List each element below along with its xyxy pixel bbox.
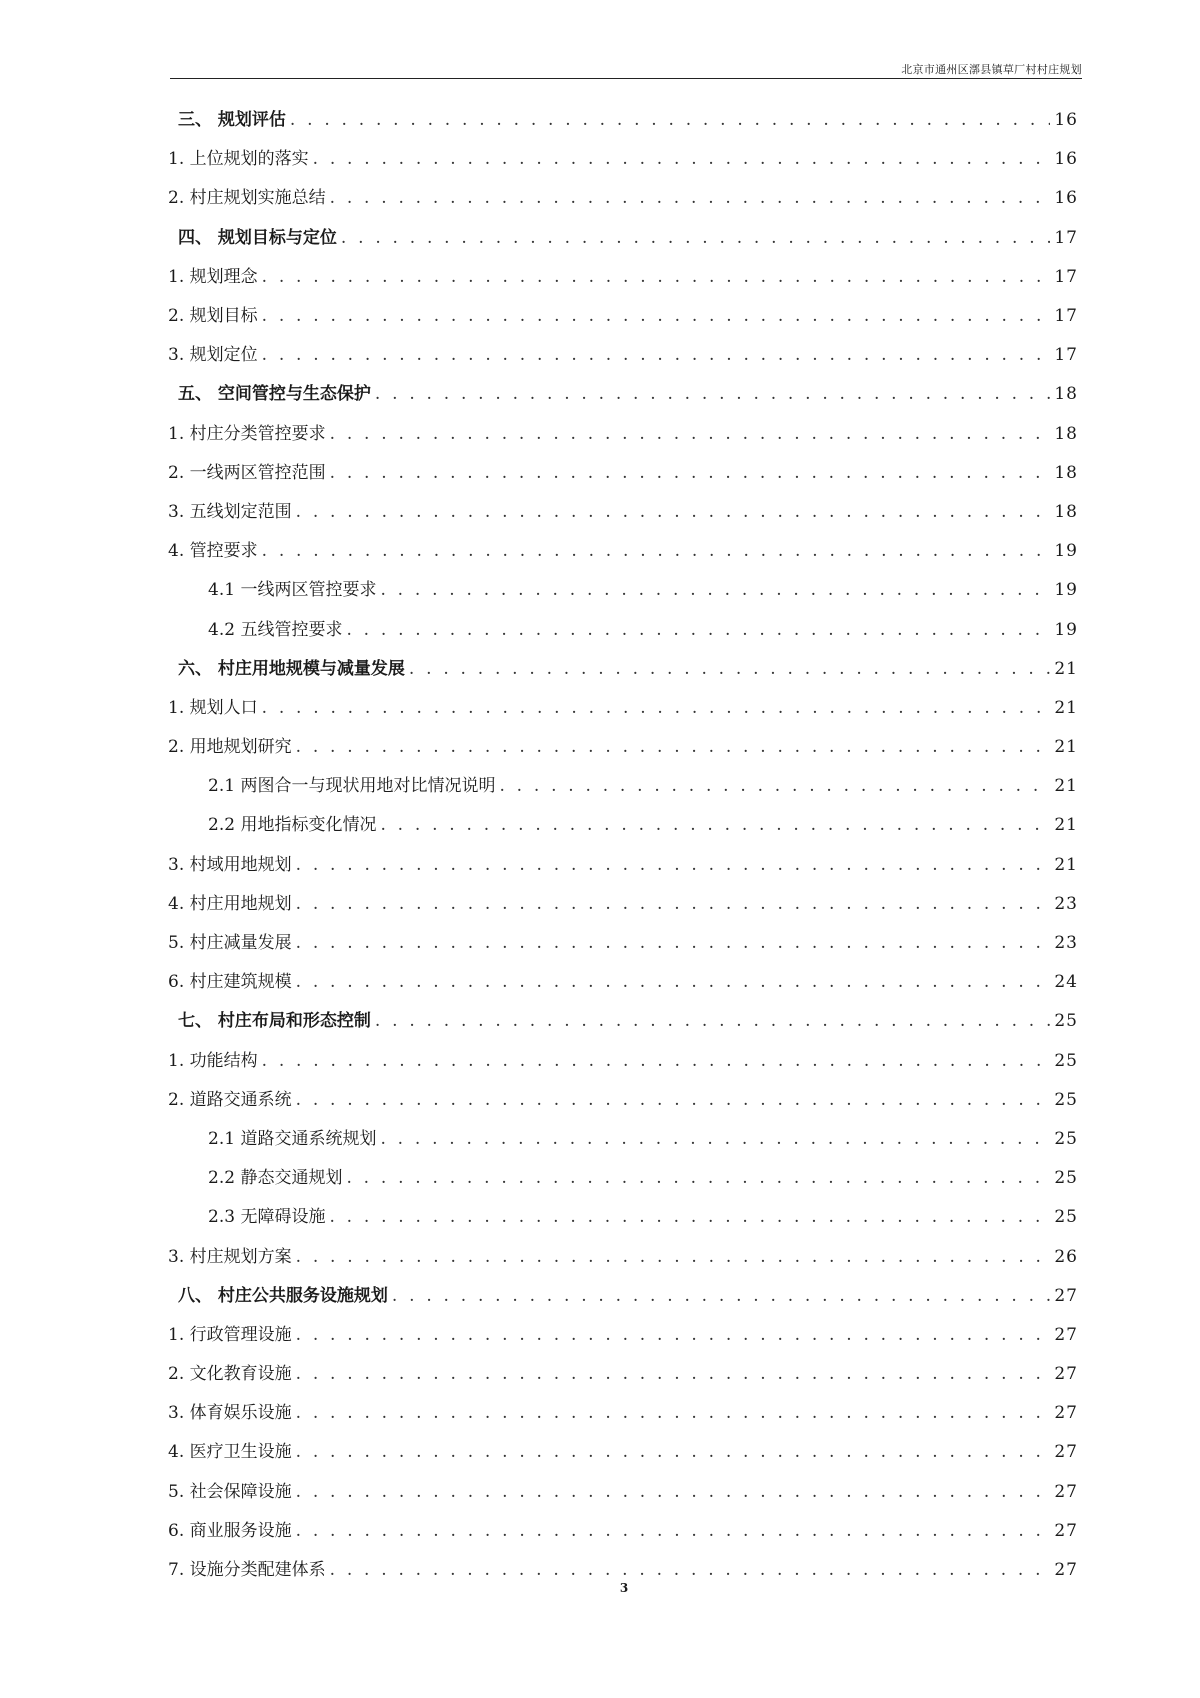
toc-entry[interactable]	[168, 1120, 1078, 1159]
toc-entry-page: 27	[1054, 1285, 1078, 1306]
toc-entry[interactable]	[168, 1002, 1078, 1041]
toc-entry[interactable]	[168, 375, 1078, 414]
toc-dot-leader	[262, 1053, 1051, 1070]
toc-entry[interactable]	[168, 885, 1078, 924]
toc-dot-leader	[296, 935, 1051, 952]
running-header-title: 北京市通州区漷县镇草厂村村庄规划	[901, 63, 1082, 76]
toc-entry[interactable]	[168, 297, 1078, 336]
toc-entry-title: 3. 村域用地规划	[168, 854, 292, 875]
toc-entry-page: 17	[1054, 227, 1078, 248]
toc-entry[interactable]	[168, 1042, 1078, 1081]
toc-entry-page: 27	[1054, 1520, 1078, 1541]
toc-dot-leader	[346, 1170, 1050, 1187]
toc-entry-title: 六、 村庄用地规模与减量发展	[178, 658, 405, 679]
toc-entry-page: 27	[1054, 1481, 1078, 1502]
toc-entry-title: 八、 村庄公共服务设施规划	[178, 1285, 388, 1306]
toc-entry-page: 19	[1054, 580, 1078, 601]
toc-dot-leader	[296, 857, 1051, 874]
toc-entry-title: 2. 规划目标	[168, 306, 258, 327]
toc-entry-page: 18	[1054, 423, 1078, 444]
toc-entry-page: 27	[1054, 1560, 1078, 1581]
toc-entry[interactable]	[168, 1316, 1078, 1355]
toc-entry-title: 4.1 一线两区管控要求	[208, 580, 377, 601]
toc-entry[interactable]	[168, 1159, 1078, 1198]
toc-entry-title: 3. 体育娱乐设施	[168, 1403, 292, 1424]
toc-entry-page: 27	[1054, 1442, 1078, 1463]
toc-entry[interactable]	[168, 689, 1078, 728]
toc-entry-title: 6. 商业服务设施	[168, 1520, 292, 1541]
toc-dot-leader	[380, 1131, 1050, 1148]
toc-entry-title: 1. 规划理念	[168, 266, 258, 287]
toc-dot-leader	[375, 386, 1050, 403]
toc-dot-leader	[330, 465, 1051, 482]
toc-entry-title: 7. 设施分类配建体系	[168, 1560, 326, 1581]
toc-dot-leader	[375, 1013, 1050, 1030]
toc-entry-page: 17	[1054, 266, 1078, 287]
toc-dot-leader	[330, 190, 1051, 207]
toc-entry-title: 四、 规划目标与定位	[178, 227, 337, 248]
toc-entry[interactable]	[168, 415, 1078, 454]
toc-dot-leader	[296, 1092, 1051, 1109]
toc-entry-page: 23	[1054, 893, 1078, 914]
toc-entry-title: 2. 一线两区管控范围	[168, 462, 326, 483]
toc-dot-leader	[380, 582, 1050, 599]
toc-entry[interactable]	[168, 101, 1078, 140]
toc-dot-leader	[296, 1523, 1051, 1540]
toc-entry-title: 1. 村庄分类管控要求	[168, 423, 326, 444]
toc-entry[interactable]	[168, 1512, 1078, 1551]
toc-entry-page: 25	[1054, 1011, 1078, 1032]
toc-entry-page: 21	[1054, 815, 1078, 836]
toc-entry-title: 2. 道路交通系统	[168, 1089, 292, 1110]
toc-entry-page: 24	[1054, 972, 1078, 993]
toc-entry[interactable]	[168, 219, 1078, 258]
toc-dot-leader	[329, 1209, 1050, 1226]
toc-entry-page: 27	[1054, 1364, 1078, 1385]
toc-entry[interactable]	[168, 806, 1078, 845]
toc-entry-title: 4.2 五线管控要求	[208, 619, 343, 640]
toc-dot-leader	[296, 1366, 1051, 1383]
toc-entry-title: 1. 功能结构	[168, 1050, 258, 1071]
toc-entry[interactable]	[168, 846, 1078, 885]
toc-entry[interactable]	[168, 336, 1078, 375]
toc-entry-page: 27	[1054, 1403, 1078, 1424]
header-divider	[170, 78, 1082, 79]
toc-entry[interactable]	[168, 179, 1078, 218]
toc-entry[interactable]	[168, 650, 1078, 689]
toc-entry-page: 17	[1054, 345, 1078, 366]
toc-entry-title: 2.1 道路交通系统规划	[208, 1128, 377, 1149]
toc-entry-title: 3. 村庄规划方案	[168, 1246, 292, 1267]
toc-entry-page: 23	[1054, 933, 1078, 954]
toc-entry-title: 五、 空间管控与生态保护	[178, 384, 371, 405]
toc-entry-title: 5. 社会保障设施	[168, 1481, 292, 1502]
toc-entry[interactable]	[168, 728, 1078, 767]
toc-dot-leader	[296, 1249, 1051, 1266]
toc-entry-title: 4. 村庄用地规划	[168, 893, 292, 914]
toc-dot-leader	[290, 112, 1050, 129]
toc-entry-page: 19	[1054, 541, 1078, 562]
toc-entry-title: 1. 规划人口	[168, 697, 258, 718]
toc-entry[interactable]	[168, 1473, 1078, 1512]
toc-entry-page: 17	[1054, 306, 1078, 327]
toc-entry[interactable]	[168, 963, 1078, 1002]
toc-entry-title: 6. 村庄建筑规模	[168, 972, 292, 993]
toc-entry[interactable]	[168, 1081, 1078, 1120]
toc-entry-page: 16	[1054, 110, 1078, 131]
toc-entry-page: 27	[1054, 1324, 1078, 1345]
toc-entry-title: 三、 规划评估	[178, 110, 286, 131]
toc-entry[interactable]	[168, 767, 1078, 806]
toc-entry[interactable]	[168, 610, 1078, 649]
toc-dot-leader	[296, 1444, 1051, 1461]
toc-entry[interactable]	[168, 1198, 1078, 1237]
toc-dot-leader	[341, 230, 1050, 247]
toc-dot-leader	[313, 151, 1051, 168]
toc-entry[interactable]	[168, 532, 1078, 571]
toc-entry[interactable]	[168, 1277, 1078, 1316]
toc-entry-page: 26	[1054, 1246, 1078, 1267]
toc-entry[interactable]	[168, 1237, 1078, 1276]
toc-dot-leader	[330, 1562, 1051, 1579]
toc-entry-title: 1. 上位规划的落实	[168, 149, 309, 170]
toc-entry-title: 4. 医疗卫生设施	[168, 1442, 292, 1463]
toc-entry-title: 2. 文化教育设施	[168, 1364, 292, 1385]
toc-entry-page: 18	[1054, 462, 1078, 483]
toc-dot-leader	[262, 700, 1051, 717]
toc-dot-leader	[296, 739, 1051, 756]
toc-entry-page: 25	[1054, 1207, 1078, 1228]
toc-dot-leader	[296, 974, 1051, 991]
toc-dot-leader	[330, 426, 1051, 443]
toc-entry[interactable]	[168, 493, 1078, 532]
toc-entry-page: 21	[1054, 776, 1078, 797]
toc-entry-title: 3. 五线划定范围	[168, 501, 292, 522]
table-of-contents	[168, 101, 1078, 1590]
toc-dot-leader	[262, 308, 1051, 325]
toc-entry[interactable]	[168, 258, 1078, 297]
toc-entry-page: 21	[1054, 854, 1078, 875]
toc-entry-title: 5. 村庄减量发展	[168, 933, 292, 954]
toc-entry[interactable]	[168, 1394, 1078, 1433]
toc-entry-page: 16	[1054, 188, 1078, 209]
toc-entry-page: 18	[1054, 501, 1078, 522]
toc-dot-leader	[296, 504, 1051, 521]
toc-entry[interactable]	[168, 924, 1078, 963]
toc-entry-title: 2. 村庄规划实施总结	[168, 188, 326, 209]
toc-dot-leader	[262, 543, 1051, 560]
toc-entry-title: 2.1 两图合一与现状用地对比情况说明	[208, 776, 496, 797]
toc-entry-page: 25	[1054, 1128, 1078, 1149]
toc-entry[interactable]	[168, 1355, 1078, 1394]
toc-entry-page: 19	[1054, 619, 1078, 640]
toc-dot-leader	[296, 1484, 1051, 1501]
toc-dot-leader	[296, 1405, 1051, 1422]
toc-dot-leader	[346, 622, 1050, 639]
toc-entry-page: 25	[1054, 1089, 1078, 1110]
toc-entry-page: 25	[1054, 1168, 1078, 1189]
toc-entry-title: 3. 规划定位	[168, 345, 258, 366]
toc-entry-title: 1. 行政管理设施	[168, 1324, 292, 1345]
toc-dot-leader	[296, 896, 1051, 913]
toc-entry-title: 2.2 静态交通规划	[208, 1168, 343, 1189]
toc-dot-leader	[262, 347, 1051, 364]
toc-dot-leader	[262, 269, 1051, 286]
toc-entry[interactable]	[168, 1433, 1078, 1472]
toc-dot-leader	[409, 661, 1050, 678]
toc-entry-title: 七、 村庄布局和形态控制	[178, 1011, 371, 1032]
toc-dot-leader	[380, 817, 1050, 834]
toc-dot-leader	[499, 778, 1050, 795]
toc-entry-title: 2.2 用地指标变化情况	[208, 815, 377, 836]
toc-entry-page: 16	[1054, 149, 1078, 170]
toc-entry-page: 21	[1054, 697, 1078, 718]
toc-entry-page: 25	[1054, 1050, 1078, 1071]
page-number: 3	[619, 1581, 629, 1595]
toc-entry-page: 21	[1054, 737, 1078, 758]
toc-entry[interactable]	[168, 571, 1078, 610]
toc-dot-leader	[392, 1288, 1050, 1305]
toc-entry-title: 4. 管控要求	[168, 541, 258, 562]
toc-entry-page: 21	[1054, 658, 1078, 679]
toc-entry[interactable]	[168, 140, 1078, 179]
toc-entry[interactable]	[168, 454, 1078, 493]
toc-dot-leader	[296, 1327, 1051, 1344]
toc-entry-title: 2. 用地规划研究	[168, 737, 292, 758]
toc-entry-page: 18	[1054, 384, 1078, 405]
toc-entry-title: 2.3 无障碍设施	[208, 1207, 326, 1228]
